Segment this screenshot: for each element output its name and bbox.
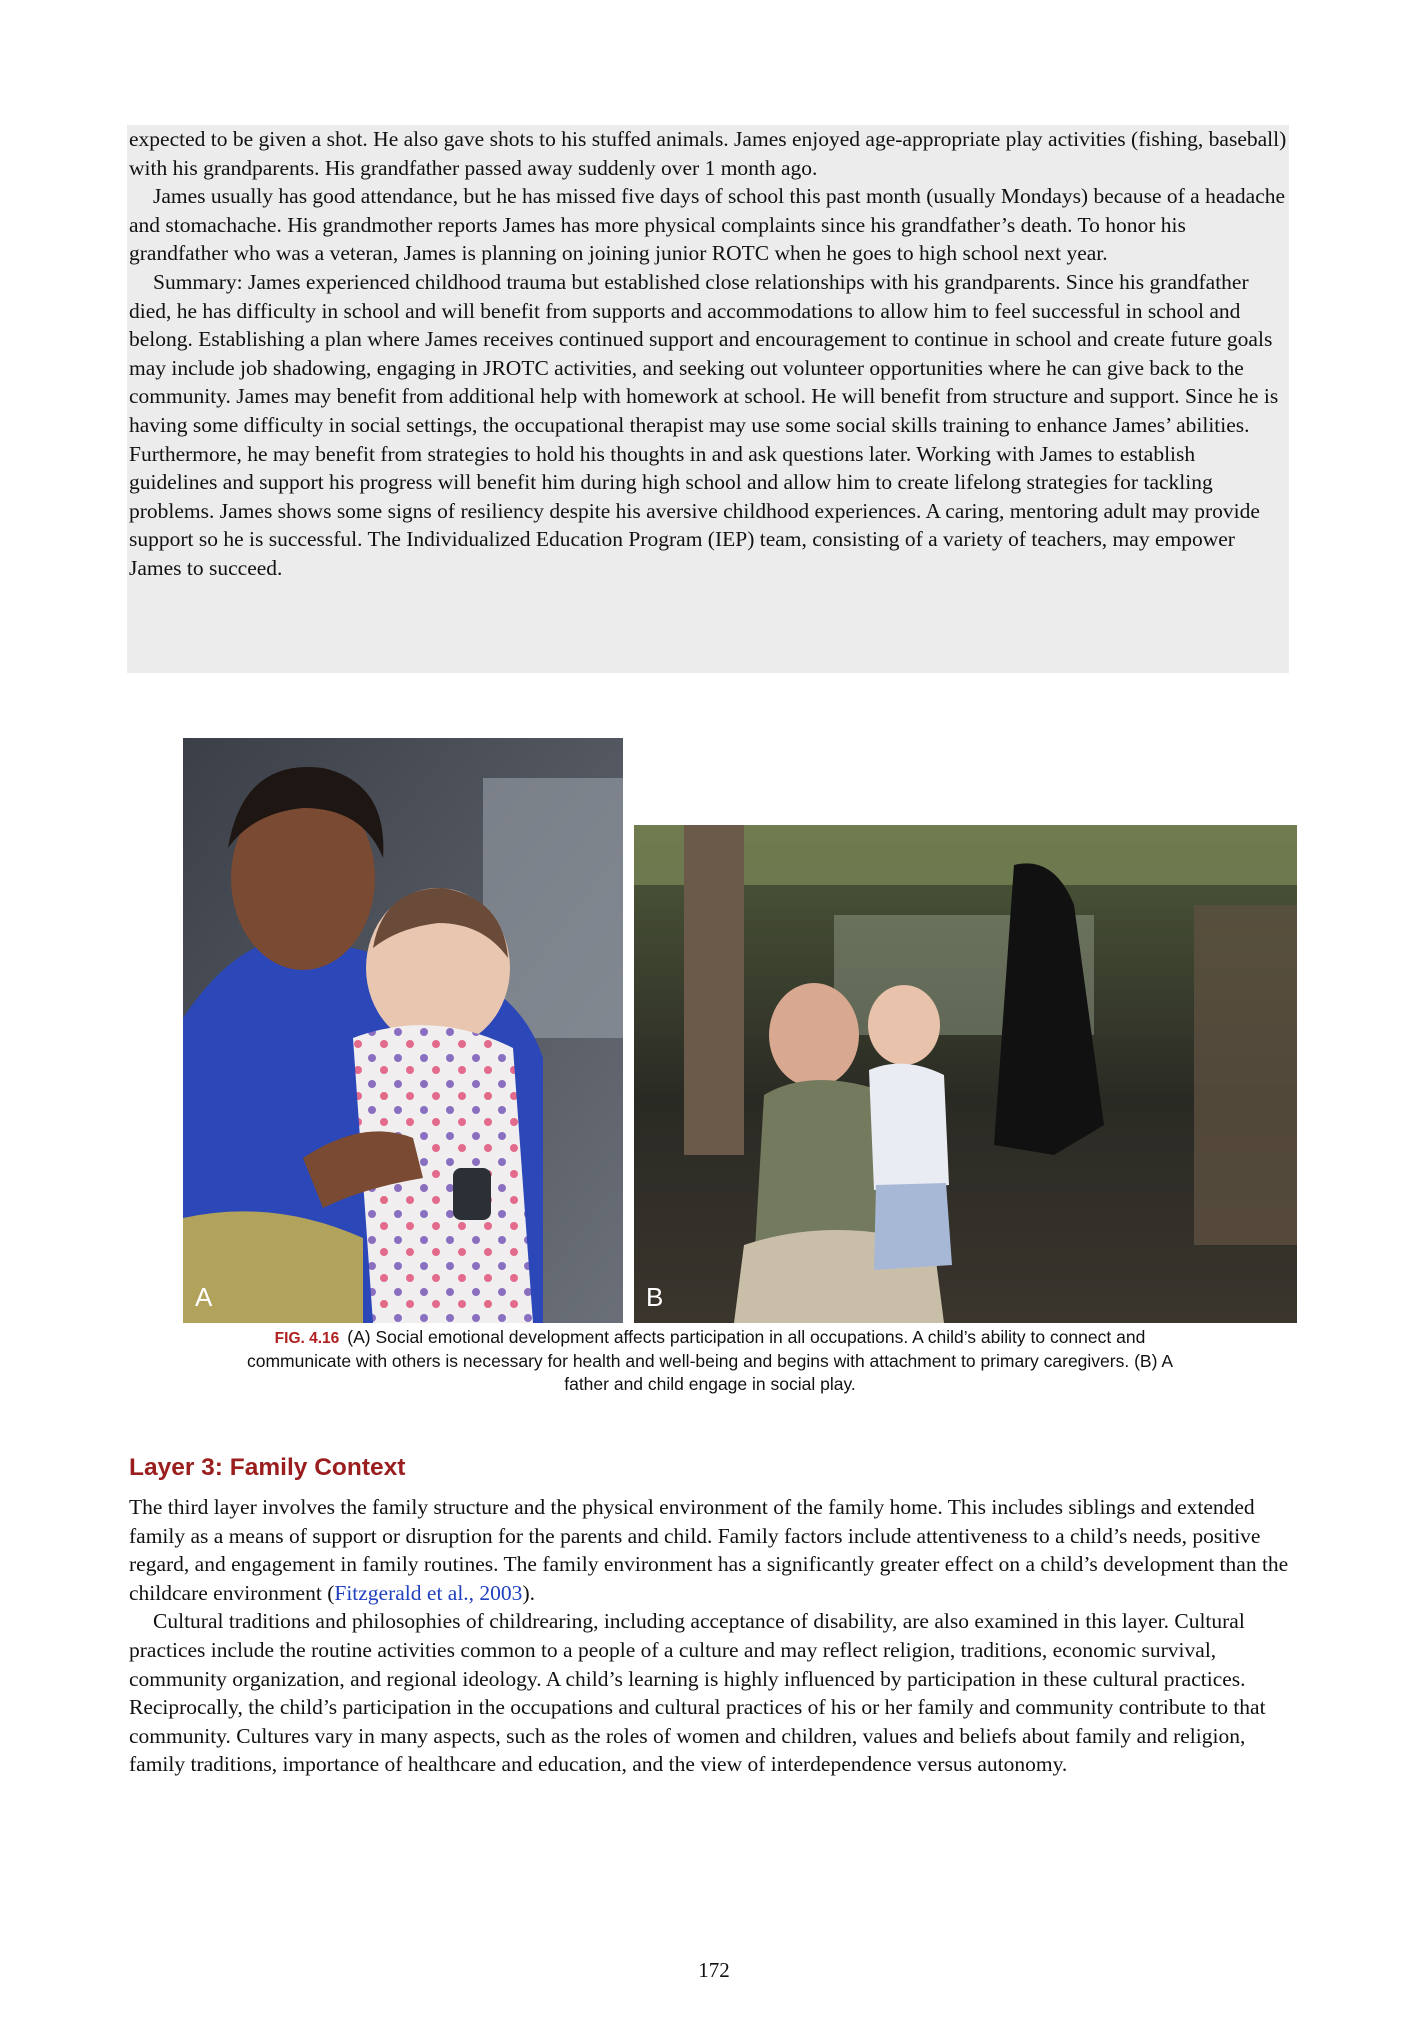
- section-paragraph-2: Cultural traditions and philosophies of childrearing, including acceptance of disability, are also examined in this layer. Cultural practices include the routine activities common to a people of a culture and may reflect religion, traditions, economic survival, community organization, and regional ideology. A child’s learning is highly influenced by participation in these cultural practices. Reciprocally, the child’s participation in the occupations and cultural practices of his or her family and community contribute to that community. Cultures vary in many aspects, such as the roles of women and children, values and beliefs about family and religion, family traditions, importance of healthcare and education, and the view of interdependence versus autonomy.: [129, 1609, 1266, 1777]
- case-study-box: [127, 125, 1289, 673]
- panel-label-b: B: [646, 1282, 664, 1312]
- panel-label-a: A: [195, 1282, 213, 1312]
- figure-label: FIG. 4.16: [274, 1330, 340, 1347]
- box-paragraph-2: James usually has good attendance, but he has missed five days of school this past month (usually Mondays) because of a headache and stomachache. His grandmother reports James has more physical complaints since his grandfather’s death. To honor his grandfather who was a veteran, James is planning on joining junior ROTC when he goes to high school next year.: [129, 184, 1286, 266]
- figure-caption-text: (A) Social emotional development affects participation in all occupations. A child’s ability to connect and communicate with others is necessary for health and well-being and begins with attachment to primary caregivers. (B) A father and child engage in social play.: [247, 1327, 1173, 1394]
- figure-photo-b: [634, 825, 1297, 1323]
- figure-photo-a: [183, 738, 623, 1323]
- page-number: 172: [698, 1958, 730, 1982]
- photo-mother-and-baby: [183, 738, 623, 1323]
- paragraph-1-text: The third layer involves the family structure and the physical environment of the family home. This includes siblings and extended family as a means of support or disruption for the parents and child. Family factors include attentiveness to a child’s needs, positive regard, and engagement in family routines. The family environment has a significantly greater effect on a child’s development than the childcare environment (: [129, 1495, 1289, 1605]
- section-body: [129, 1493, 1289, 1779]
- section-heading: Layer 3: Family Context: [129, 1454, 406, 1481]
- photo-father-and-child: [634, 825, 1297, 1323]
- box-paragraph-summary: Summary: James experienced childhood trauma but established close relationships with his grandparents. Since his grandfather died, he has difficulty in school and will benefit from supports and accommodations to allow him to feel successful in school and belong. Establishing a plan where James receives continued support and encouragement to continue in school and create future goals may include job shadowing, engaging in JROTC activities, and seeking out volunteer opportunities where he can give back to the community. James may benefit from additional help with homework at school. He will benefit from structure and support. Since he is having some difficulty in social settings, the occupational therapist may use some social skills training to enhance James’ abilities. Furthermore, he may benefit from strategies to hold his thoughts in and ask questions later. Working with James to establish guidelines and support his progress will benefit him during high school and allow him to create lifelong strategies for tackling problems. James shows some signs of resiliency despite his aversive childhood experiences. A caring, mentoring adult may provide support so he is successful. The Individualized Education Program (IEP) team, consisting of a variety of teachers, may empower James to succeed.: [129, 269, 1279, 580]
- citation-link[interactable]: Fitzgerald et al., 2003: [334, 1580, 523, 1605]
- box-paragraph-1: expected to be given a shot. He also gave shots to his stuffed animals. James enjoyed age-appropriate play activities (fishing, baseball) with his grandparents. His grandfather passed away suddenly over 1 month ago.: [129, 127, 1287, 180]
- figure-caption: [230, 1326, 1190, 1396]
- paragraph-1-end: ).: [522, 1580, 535, 1605]
- section-paragraph-1: [129, 1493, 1289, 1607]
